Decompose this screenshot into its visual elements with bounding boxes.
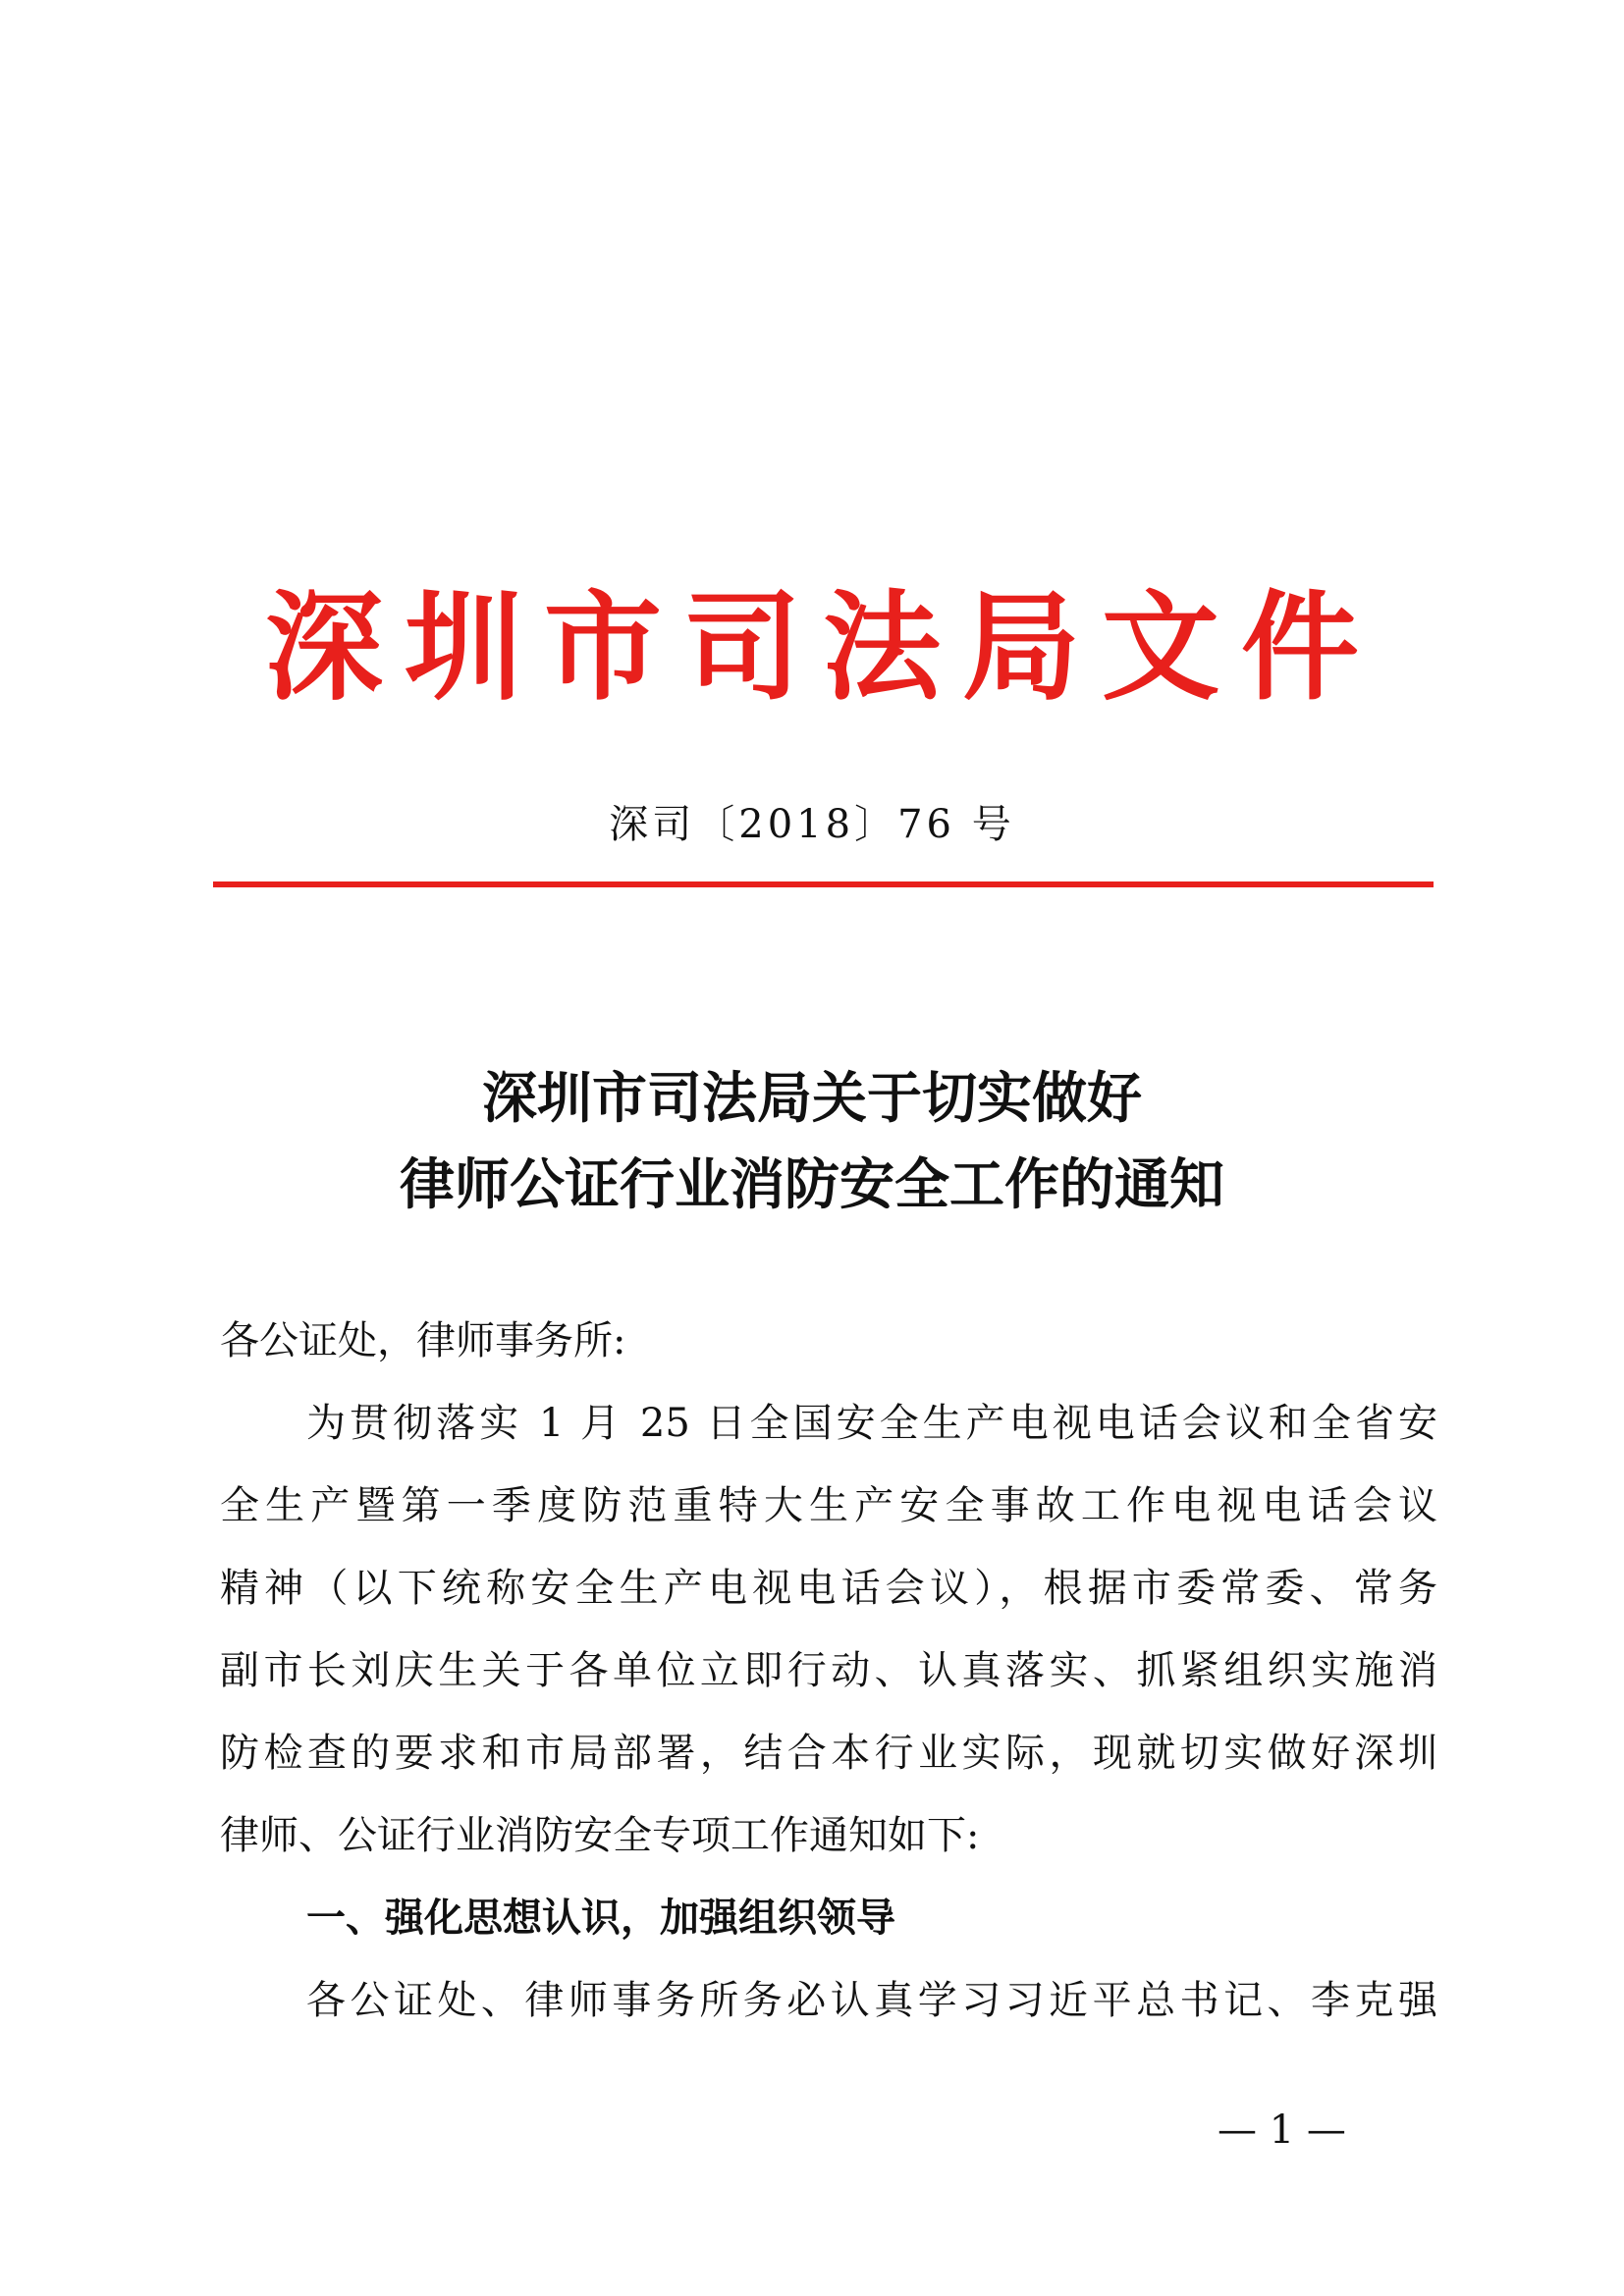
red-separator-rule (213, 881, 1434, 887)
paragraph-1-line-4: 副市长刘庆生关于各单位立即行动、认真落实、抓紧组织实施消 (220, 1648, 1437, 1693)
paragraph-1-line-5: 防检查的要求和市局部署，结合本行业实际，现就切实做好深圳 (220, 1731, 1437, 1776)
paragraph-1-line-6: 律师、公证行业消防安全专项工作通知如下: (220, 1813, 980, 1858)
document-masthead: 深圳市司法局文件 (265, 578, 1380, 717)
notice-title-line-1: 深圳市司法局关于切实做好 (482, 1067, 1142, 1131)
paragraph-1-line-3: 精神（以下统称安全生产电视电话会议），根据市委常委、常务 (220, 1566, 1437, 1611)
paragraph-1-line-1: 为贯彻落实 1 月 25 日全国安全生产电视电话会议和全省安 (306, 1401, 1437, 1446)
paragraph-2-line-1: 各公证处、律师事务所务必认真学习习近平总书记、李克强 (306, 1978, 1437, 2023)
notice-title-line-2: 律师公证行业消防安全工作的通知 (400, 1153, 1224, 1217)
paragraph-1-line-2: 全生产暨第一季度防范重特大生产安全事故工作电视电话会议 (220, 1483, 1437, 1528)
section-1-heading: 一、强化思想认识，加强组织领导 (306, 1896, 895, 1941)
page-number: — 1 — (1218, 2108, 1346, 2153)
salutation: 各公证处，律师事务所: (220, 1318, 626, 1363)
document-number: 深司〔2018〕76 号 (609, 802, 1015, 847)
notice-body (220, 1300, 1437, 2042)
